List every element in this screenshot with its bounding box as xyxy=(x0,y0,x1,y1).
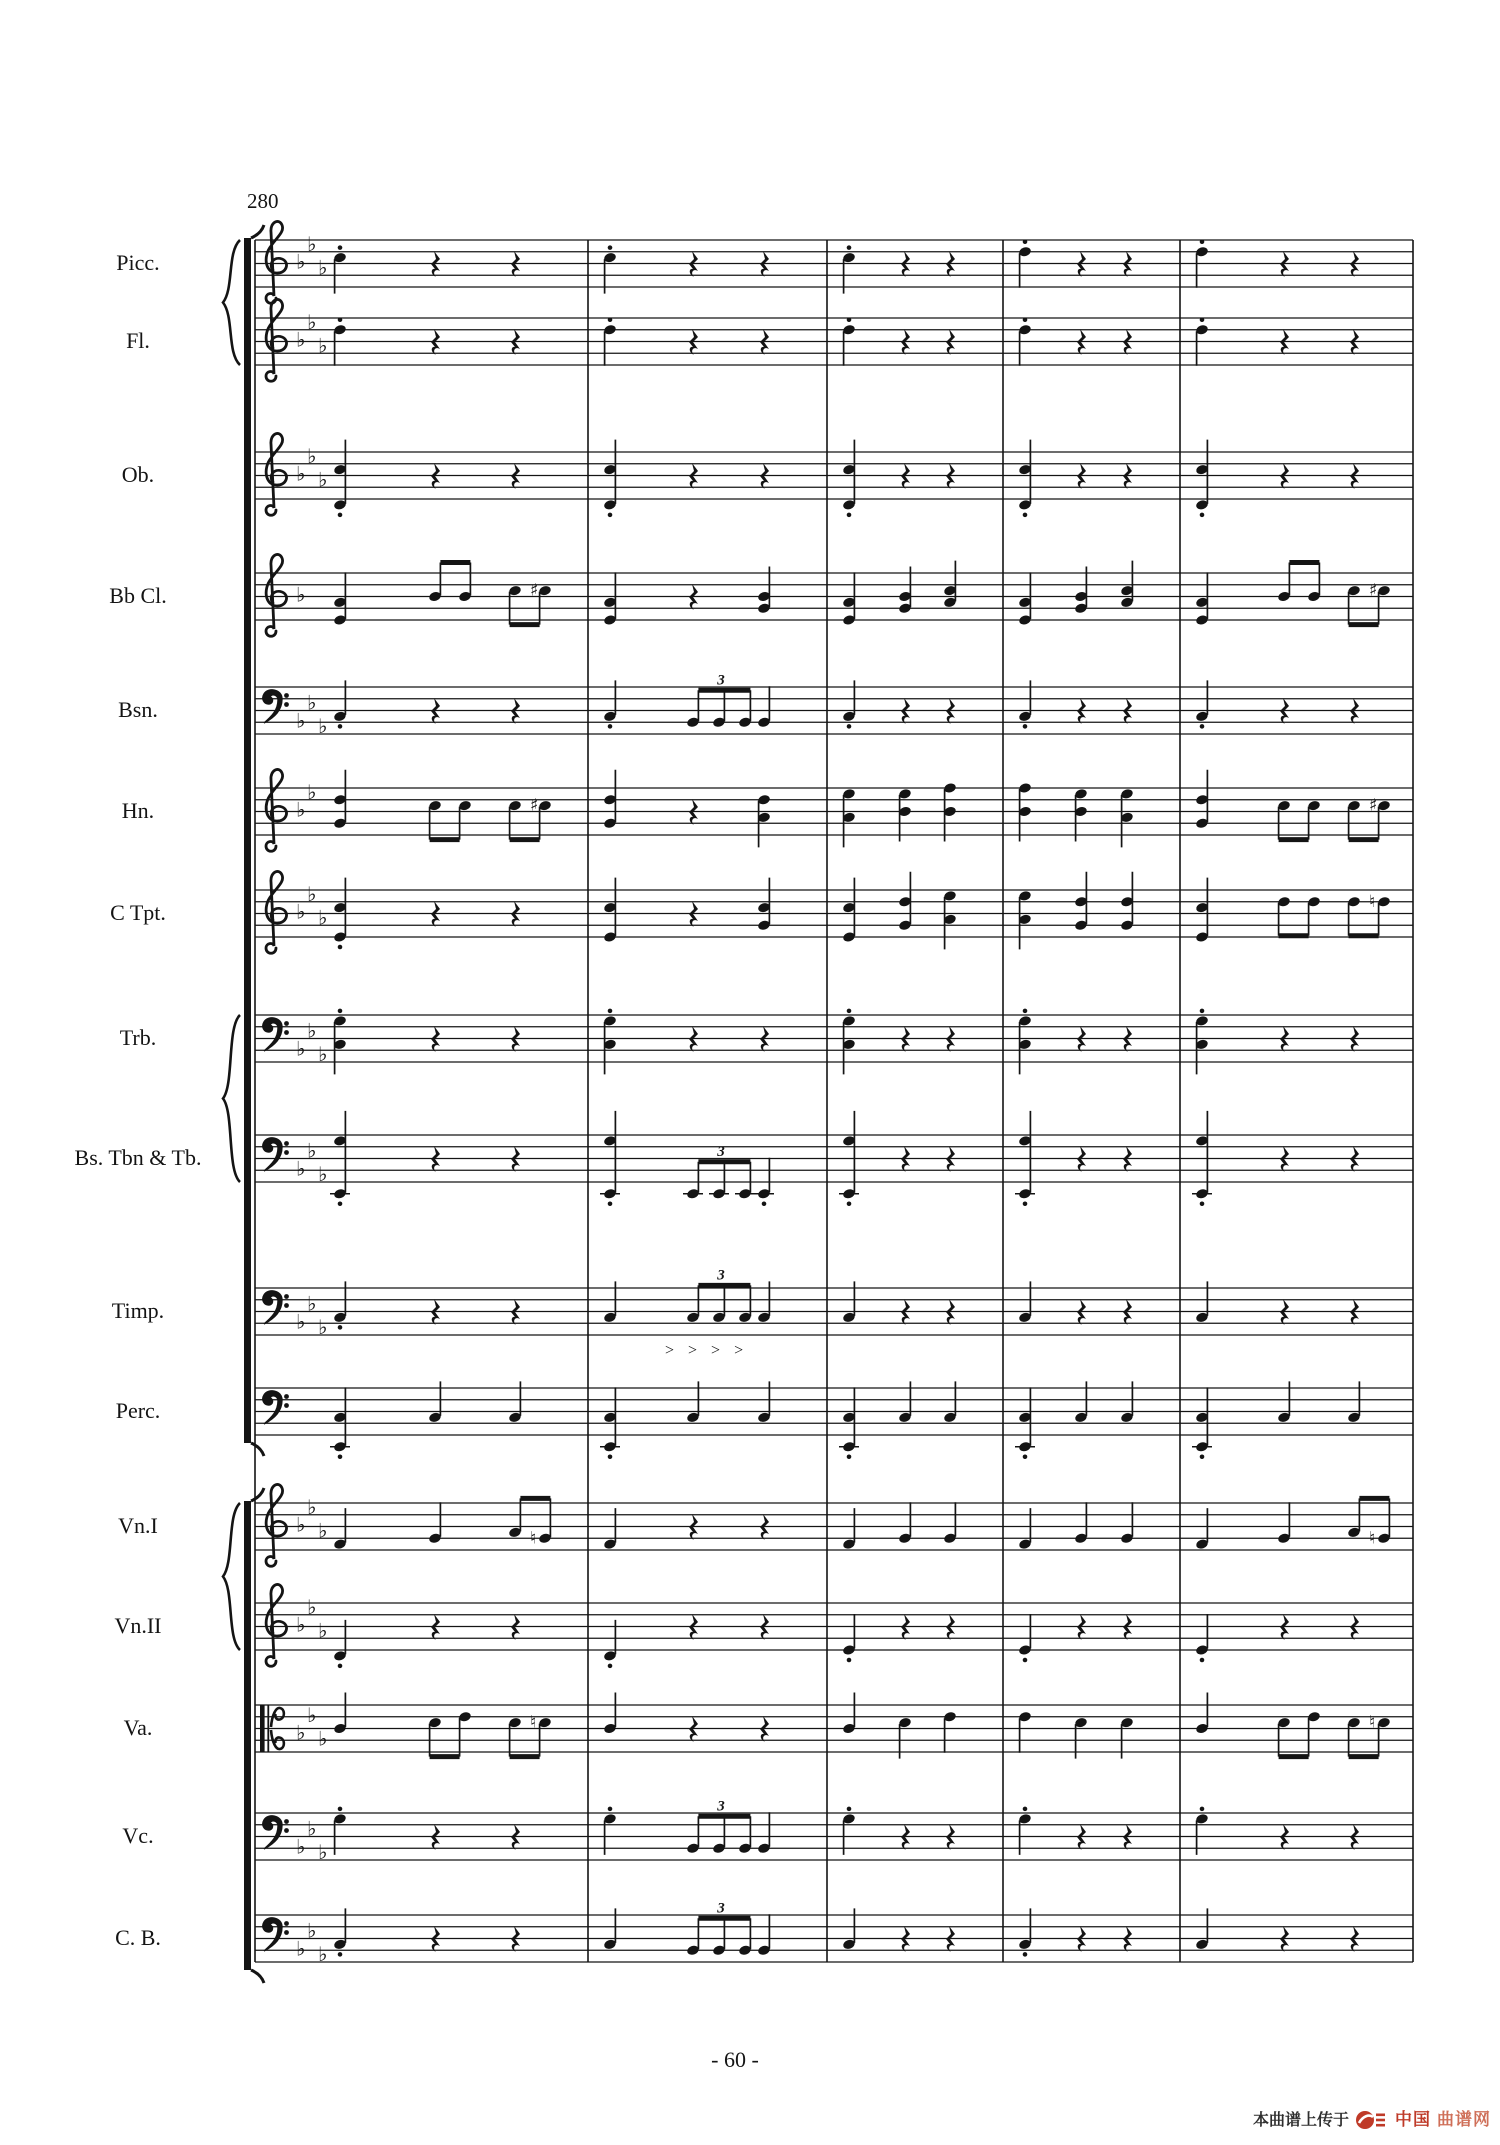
bass-clef-icon xyxy=(263,1918,282,1951)
staccato-dot xyxy=(1200,317,1205,322)
staccato-dot xyxy=(847,1807,852,1812)
staccato-dot xyxy=(338,1454,343,1459)
key-signature-flat: ♭ xyxy=(296,899,306,924)
staccato-dot xyxy=(1023,317,1028,322)
key-signature-flat: ♭ xyxy=(307,309,317,334)
staccato-dot xyxy=(1200,513,1205,518)
accidental: ♮ xyxy=(1369,1528,1376,1549)
staff-hn xyxy=(255,769,1413,851)
key-signature-flat: ♭ xyxy=(296,461,306,486)
staccato-dot xyxy=(1200,1454,1205,1459)
staccato-dot xyxy=(847,245,852,250)
staccato-dot xyxy=(338,245,343,250)
key-signature-flat: ♭ xyxy=(318,1042,328,1067)
staff-vn1 xyxy=(255,1484,1413,1566)
treble-clef-icon xyxy=(266,221,287,303)
treble-clef-icon xyxy=(266,433,287,515)
staccato-dot xyxy=(1023,1201,1028,1206)
treble-clef-icon xyxy=(266,769,287,851)
instrument-label-vn1: Vn.I xyxy=(118,1512,158,1538)
instrument-label-bsn: Bsn. xyxy=(118,696,158,722)
staccato-dot xyxy=(338,317,343,322)
treble-clef-icon xyxy=(266,299,287,381)
key-signature-flat: ♭ xyxy=(296,249,306,274)
instrument-label-va: Va. xyxy=(123,1714,153,1740)
instrument-label-cb: C. B. xyxy=(115,1924,161,1950)
watermark-site-light: 曲谱网 xyxy=(1437,2109,1491,2130)
treble-clef-icon xyxy=(266,554,287,636)
key-signature-flat: ♭ xyxy=(307,231,317,256)
staff-vn2 xyxy=(255,1584,1413,1668)
key-signature-flat: ♭ xyxy=(318,1315,328,1340)
accidental: ♮ xyxy=(1369,891,1376,912)
staccato-dot xyxy=(338,1664,343,1669)
staff-ctpt xyxy=(255,871,1413,953)
staff-cb xyxy=(255,1900,1413,1966)
staccato-dot xyxy=(1023,724,1028,729)
staccato-dot xyxy=(608,724,613,729)
bass-clef-icon xyxy=(263,1291,282,1324)
staccato-dot xyxy=(1200,1807,1205,1812)
key-signature-flat: ♭ xyxy=(307,1816,317,1841)
triplet-number: 3 xyxy=(717,1143,725,1160)
key-signature-flat: ♭ xyxy=(296,1036,306,1061)
key-signature-flat: ♭ xyxy=(296,1512,306,1537)
watermark-logo-icon xyxy=(1355,2109,1389,2131)
staccato-dot xyxy=(1023,1454,1028,1459)
page-number: - 60 - xyxy=(711,2047,759,2072)
key-signature-flat: ♭ xyxy=(296,327,306,352)
treble-clef-icon xyxy=(266,1584,287,1666)
treble-clef-icon xyxy=(266,871,287,953)
staccato-dot xyxy=(608,1807,613,1812)
key-signature-flat: ♭ xyxy=(307,1494,317,1519)
bass-clef-icon xyxy=(263,1391,282,1424)
instrument-label-timp: Timp. xyxy=(111,1297,165,1323)
instrument-label-bbcl: Bb Cl. xyxy=(109,582,167,608)
staccato-dot xyxy=(1023,1009,1028,1014)
key-signature-flat: ♭ xyxy=(307,1594,317,1619)
key-signature-flat: ♭ xyxy=(318,1942,328,1967)
staff-bsn xyxy=(255,672,1413,738)
staccato-dot xyxy=(1023,1658,1028,1663)
staccato-dot xyxy=(847,1201,852,1206)
accidental: ♯ xyxy=(530,795,539,816)
staccato-dot xyxy=(338,1325,343,1330)
key-signature-flat: ♭ xyxy=(318,333,328,358)
staff-perc xyxy=(255,1381,1413,1459)
staff-trb xyxy=(255,1009,1413,1075)
accidental: ♮ xyxy=(530,1528,537,1549)
triplet-number: 3 xyxy=(717,1798,725,1815)
staccato-dot xyxy=(847,1454,852,1459)
staccato-dot xyxy=(338,513,343,518)
instrument-label-picc: Picc. xyxy=(116,249,160,275)
key-signature-flat: ♭ xyxy=(307,1018,317,1043)
key-signature-flat: ♭ xyxy=(318,1726,328,1751)
accidental: ♯ xyxy=(1369,795,1378,816)
key-signature-flat: ♭ xyxy=(296,797,306,822)
key-signature-flat: ♭ xyxy=(307,1702,317,1727)
key-signature-flat: ♭ xyxy=(307,881,317,906)
key-signature-flat: ♭ xyxy=(307,690,317,715)
key-signature-flat: ♭ xyxy=(318,1618,328,1643)
key-signature-flat: ♭ xyxy=(318,255,328,280)
staccato-dot xyxy=(1023,513,1028,518)
staff-picc xyxy=(255,221,1413,303)
key-signature-flat: ♭ xyxy=(318,714,328,739)
key-signature-flat: ♭ xyxy=(307,443,317,468)
instrument-label-ob: Ob. xyxy=(121,461,155,487)
staccato-dot xyxy=(1200,1009,1205,1014)
staff-vc xyxy=(255,1798,1413,1864)
staff-bbcl xyxy=(255,554,1413,636)
accidental: ♯ xyxy=(530,580,539,601)
key-signature-flat: ♭ xyxy=(318,1840,328,1865)
instrument-label-vc: Vc. xyxy=(122,1822,154,1848)
staccato-dot xyxy=(847,1009,852,1014)
watermark xyxy=(1253,2109,1491,2131)
staccato-dot xyxy=(608,513,613,518)
key-signature-flat: ♭ xyxy=(318,905,328,930)
staccato-dot xyxy=(338,945,343,950)
key-signature-flat: ♭ xyxy=(296,1612,306,1637)
instrument-label-ctpt: C Tpt. xyxy=(110,899,166,925)
bass-clef-icon xyxy=(263,1816,282,1849)
staccato-dot xyxy=(1200,1658,1205,1663)
accidental: ♮ xyxy=(530,1712,537,1733)
accidental: ♯ xyxy=(1369,580,1378,601)
watermark-prefix: 本曲谱上传于 xyxy=(1252,2110,1349,2129)
key-signature-flat: ♭ xyxy=(318,1518,328,1543)
bass-clef-icon xyxy=(263,1138,282,1171)
staccato-dot xyxy=(762,1201,767,1206)
treble-clef-icon xyxy=(266,1484,287,1566)
key-signature-flat: ♭ xyxy=(296,1834,306,1859)
staccato-dot xyxy=(608,1664,613,1669)
staccato-dot xyxy=(1200,724,1205,729)
key-signature-flat: ♭ xyxy=(307,1138,317,1163)
alto-clef-icon xyxy=(260,1705,265,1752)
key-signature-flat: ♭ xyxy=(307,779,317,804)
staccato-dot xyxy=(608,1009,613,1014)
watermark-site-bold: 中国 xyxy=(1395,2109,1431,2130)
staccato-dot xyxy=(847,1658,852,1663)
key-signature-flat: ♭ xyxy=(296,1309,306,1334)
staff-va xyxy=(255,1693,1413,1759)
staccato-dot xyxy=(847,724,852,729)
staccato-dot xyxy=(847,513,852,518)
staccato-dot xyxy=(338,1807,343,1812)
staff-timp xyxy=(255,1267,1413,1359)
instrument-label-fl: Fl. xyxy=(126,327,150,353)
key-signature-flat: ♭ xyxy=(296,1720,306,1745)
staccato-dot xyxy=(847,317,852,322)
key-signature-flat: ♭ xyxy=(307,1291,317,1316)
staccato-dot xyxy=(1200,239,1205,244)
key-signature-flat: ♭ xyxy=(296,1936,306,1961)
staccato-dot xyxy=(338,1009,343,1014)
measure-number: 280 xyxy=(247,189,279,213)
key-signature-flat: ♭ xyxy=(296,708,306,733)
staff-bstbn xyxy=(255,1111,1413,1206)
staccato-dot xyxy=(608,317,613,322)
triplet-number: 3 xyxy=(717,672,725,689)
bass-clef-icon xyxy=(263,1018,282,1051)
instrument-label-perc: Perc. xyxy=(115,1397,161,1423)
system-bracket xyxy=(244,238,251,1443)
staccato-dot xyxy=(1023,239,1028,244)
key-signature-flat: ♭ xyxy=(296,582,306,607)
staff-ob xyxy=(255,433,1413,517)
staccato-dot xyxy=(338,724,343,729)
instrument-label-bstbn: Bs. Tbn & Tb. xyxy=(74,1144,202,1170)
accent-marks: > > > > xyxy=(665,1342,749,1359)
accidental: ♮ xyxy=(1369,1712,1376,1733)
triplet-number: 3 xyxy=(717,1267,725,1284)
staccato-dot xyxy=(1023,1807,1028,1812)
triplet-number: 3 xyxy=(717,1900,725,1917)
bass-clef-icon xyxy=(263,690,282,723)
staccato-dot xyxy=(608,245,613,250)
key-signature-flat: ♭ xyxy=(318,1162,328,1187)
staff-fl xyxy=(255,299,1413,381)
staccato-dot xyxy=(608,1454,613,1459)
instrument-label-vn2: Vn.II xyxy=(114,1612,162,1638)
instrument-label-hn: Hn. xyxy=(121,797,155,823)
staccato-dot xyxy=(1023,1952,1028,1957)
staccato-dot xyxy=(1200,1201,1205,1206)
staccato-dot xyxy=(338,1201,343,1206)
staccato-dot xyxy=(338,1952,343,1957)
key-signature-flat: ♭ xyxy=(296,1156,306,1181)
instrument-label-trb: Trb. xyxy=(119,1024,157,1050)
key-signature-flat: ♭ xyxy=(318,467,328,492)
key-signature-flat: ♭ xyxy=(307,1918,317,1943)
staccato-dot xyxy=(608,1201,613,1206)
